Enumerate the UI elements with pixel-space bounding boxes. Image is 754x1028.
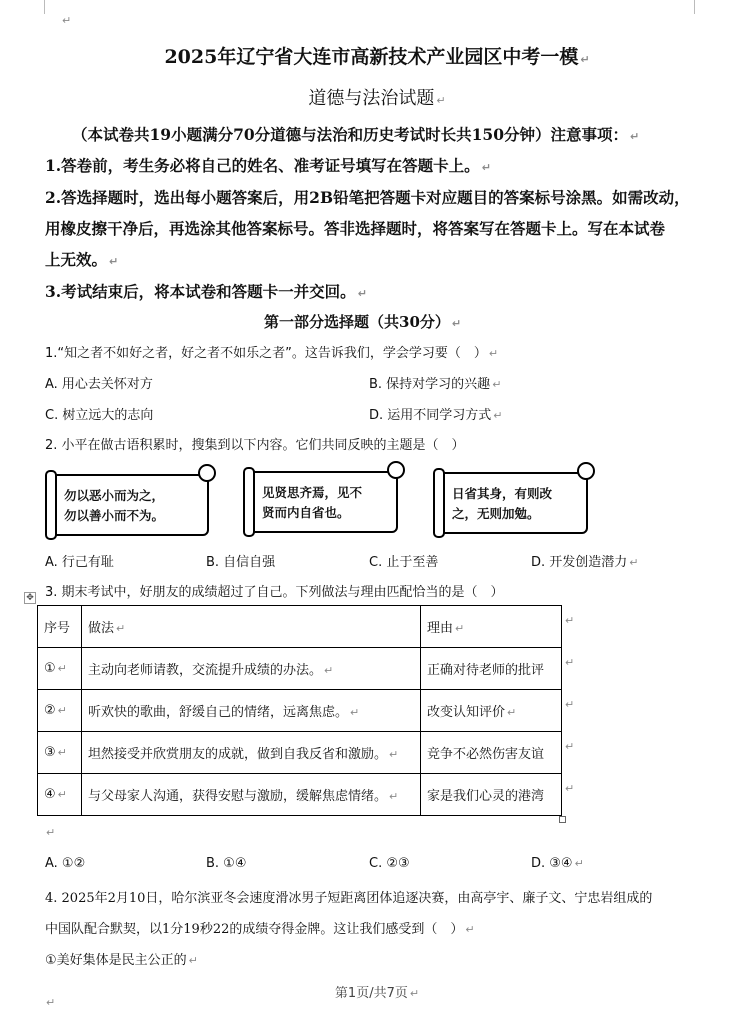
proverb-scroll-2 (246, 471, 398, 533)
question-2-stem: 2. 小平在做古语积累时，搜集到以下内容。它们共同反映的主题是（ ） (45, 438, 465, 453)
table-cell-action: 听欢快的歌曲，舒缓自己的情绪，远离焦虑。 ↵ (82, 690, 421, 732)
table-cell-index: ① ↵ (38, 648, 82, 690)
question-2-option-a: A. 行己有耻 (45, 555, 114, 570)
table-cell-action: 坦然接受并欣赏朋友的成就，做到自我反省和激励。 ↵ (82, 732, 421, 774)
question-2-option-c: C. 止于至善 (369, 555, 439, 570)
table-cell-index: ③ ↵ (38, 732, 82, 774)
scroll-roll (433, 468, 445, 538)
table-cell-reason: 正确对待老师的批评 (421, 648, 562, 690)
scroll-curl (577, 462, 595, 480)
paragraph-mark: ↵ (62, 14, 72, 27)
table-cell-action: 与父母家人沟通，获得安慰与激励，缓解焦虑情绪。 ↵ (82, 774, 421, 816)
question-4-stem-line-1: 4. 2025年2月10日，哈尔滨亚冬会速度滑冰男子短距离团体追逐决赛，由高亭宇、廉子文、宁忠岩组成的 (45, 891, 653, 906)
table-cell-action: 主动向老师请教，交流提升成绩的办法。 ↵ (82, 648, 421, 690)
proverb-text-1: 勿以恶小而为之， 勿以善小而不为。 (64, 488, 165, 523)
scroll-curl (387, 461, 405, 479)
proverb-text-3: 日省其身，有则改 之，无则加勉。 (452, 486, 553, 521)
question-1-option-a: A. 用心去关怀对方 (45, 377, 153, 392)
question-3-table (37, 605, 562, 816)
scroll-roll (243, 467, 255, 537)
table-cell-index: ② ↵ (38, 690, 82, 732)
row-end-mark: ↵ (565, 698, 575, 711)
notice-item-1: 1.答卷前，考生务必将自己的姓名、准考证号填写在答题卡上。 ↵ (45, 156, 491, 175)
paragraph-mark: ↵ (46, 826, 56, 839)
question-3-stem: 3. 期末考试中，好朋友的成绩超过了自己。下列做法与理由匹配恰当的是（ ） (45, 585, 504, 600)
question-4-stem-line-2: 中国队配合默契，以1分19秒22的成绩夺得金牌。这让我们感受到（ ） ↵ (45, 922, 475, 937)
table-row (38, 690, 562, 732)
question-2-option-b: B. 自信自强 (206, 555, 276, 570)
question-3-option-d: D. ③④ ↵ (531, 856, 584, 871)
scroll-roll (45, 470, 57, 540)
question-1-option-d: D. 运用不同学习方式 ↵ (369, 408, 503, 423)
question-1-option-b: B. 保持对学习的兴趣 ↵ (369, 377, 502, 392)
table-cell-reason: 家是我们心灵的港湾 (421, 774, 562, 816)
section-title: 第一部分选择题（共30分） ↵ (264, 313, 462, 331)
page-footer: 第1页/共7页 ↵ (334, 986, 420, 1001)
question-4-statement-1: ①美好集体是民主公正的 ↵ (45, 953, 198, 968)
question-1-option-c: C. 树立远大的志向 (45, 408, 154, 423)
table-header-reason: 理由 ↵ (421, 606, 562, 648)
table-header-action: 做法 ↵ (82, 606, 421, 648)
exam-subtitle: 道德与法治试题 ↵ (308, 88, 446, 109)
table-row (38, 648, 562, 690)
row-end-mark: ↵ (565, 782, 575, 795)
exam-title: 2025年辽宁省大连市高新技术产业园区中考一模 ↵ (164, 46, 590, 68)
question-2-option-d: D. 开发创造潜力 ↵ (531, 555, 639, 570)
question-3-option-c: C. ②③ (369, 856, 410, 871)
table-move-handle-icon[interactable]: ✥ (24, 592, 36, 604)
table-row (38, 732, 562, 774)
table-cell-index: ④ ↵ (38, 774, 82, 816)
notice-item-3: 3.考试结束后，将本试卷和答题卡一并交回。 ↵ (45, 282, 367, 301)
row-end-mark: ↵ (565, 740, 575, 753)
notice-intro: （本试卷共19小题满分70分道德与法治和历史考试时长共150分钟）注意事项： ↵ (72, 125, 640, 144)
proverb-text-2: 见贤思齐焉，见不 贤而内自省也。 (262, 485, 363, 520)
table-header-row (38, 606, 562, 648)
row-end-mark: ↵ (565, 656, 575, 669)
row-end-mark: ↵ (565, 614, 575, 627)
page-corner-mark-left (44, 0, 45, 14)
table-cell-reason: 改变认知评价 ↵ (421, 690, 562, 732)
table-header-index: 序号 (38, 606, 82, 648)
notice-item-2: 2.答选择题时，选出每小题答案后，用2B铅笔把答题卡对应题目的答案标号涂黑。如需改动， (45, 188, 690, 207)
page-corner-mark-right (694, 0, 695, 14)
question-3-option-b: B. ①④ (206, 856, 247, 871)
table-cell-reason: 竞争不必然伤害友谊 (421, 732, 562, 774)
paragraph-mark: ↵ (46, 996, 56, 1009)
notice-item-2-end: 上无效。 ↵ (45, 250, 119, 269)
question-1-stem: 1.“知之者不如好之者，好之者不如乐之者”。这告诉我们，学会学习要（ ） ↵ (45, 346, 499, 361)
table-row (38, 774, 562, 816)
proverb-scroll-1 (48, 474, 209, 536)
question-3-option-a: A. ①② (45, 856, 86, 871)
scroll-curl (198, 464, 216, 482)
table-resize-handle[interactable] (559, 816, 566, 823)
proverb-scroll-3 (436, 472, 588, 534)
notice-item-2-cont: 用橡皮擦干净后，再选涂其他答案标号。答非选择题时，将答案写在答题卡上。写在本试卷 (45, 219, 666, 238)
